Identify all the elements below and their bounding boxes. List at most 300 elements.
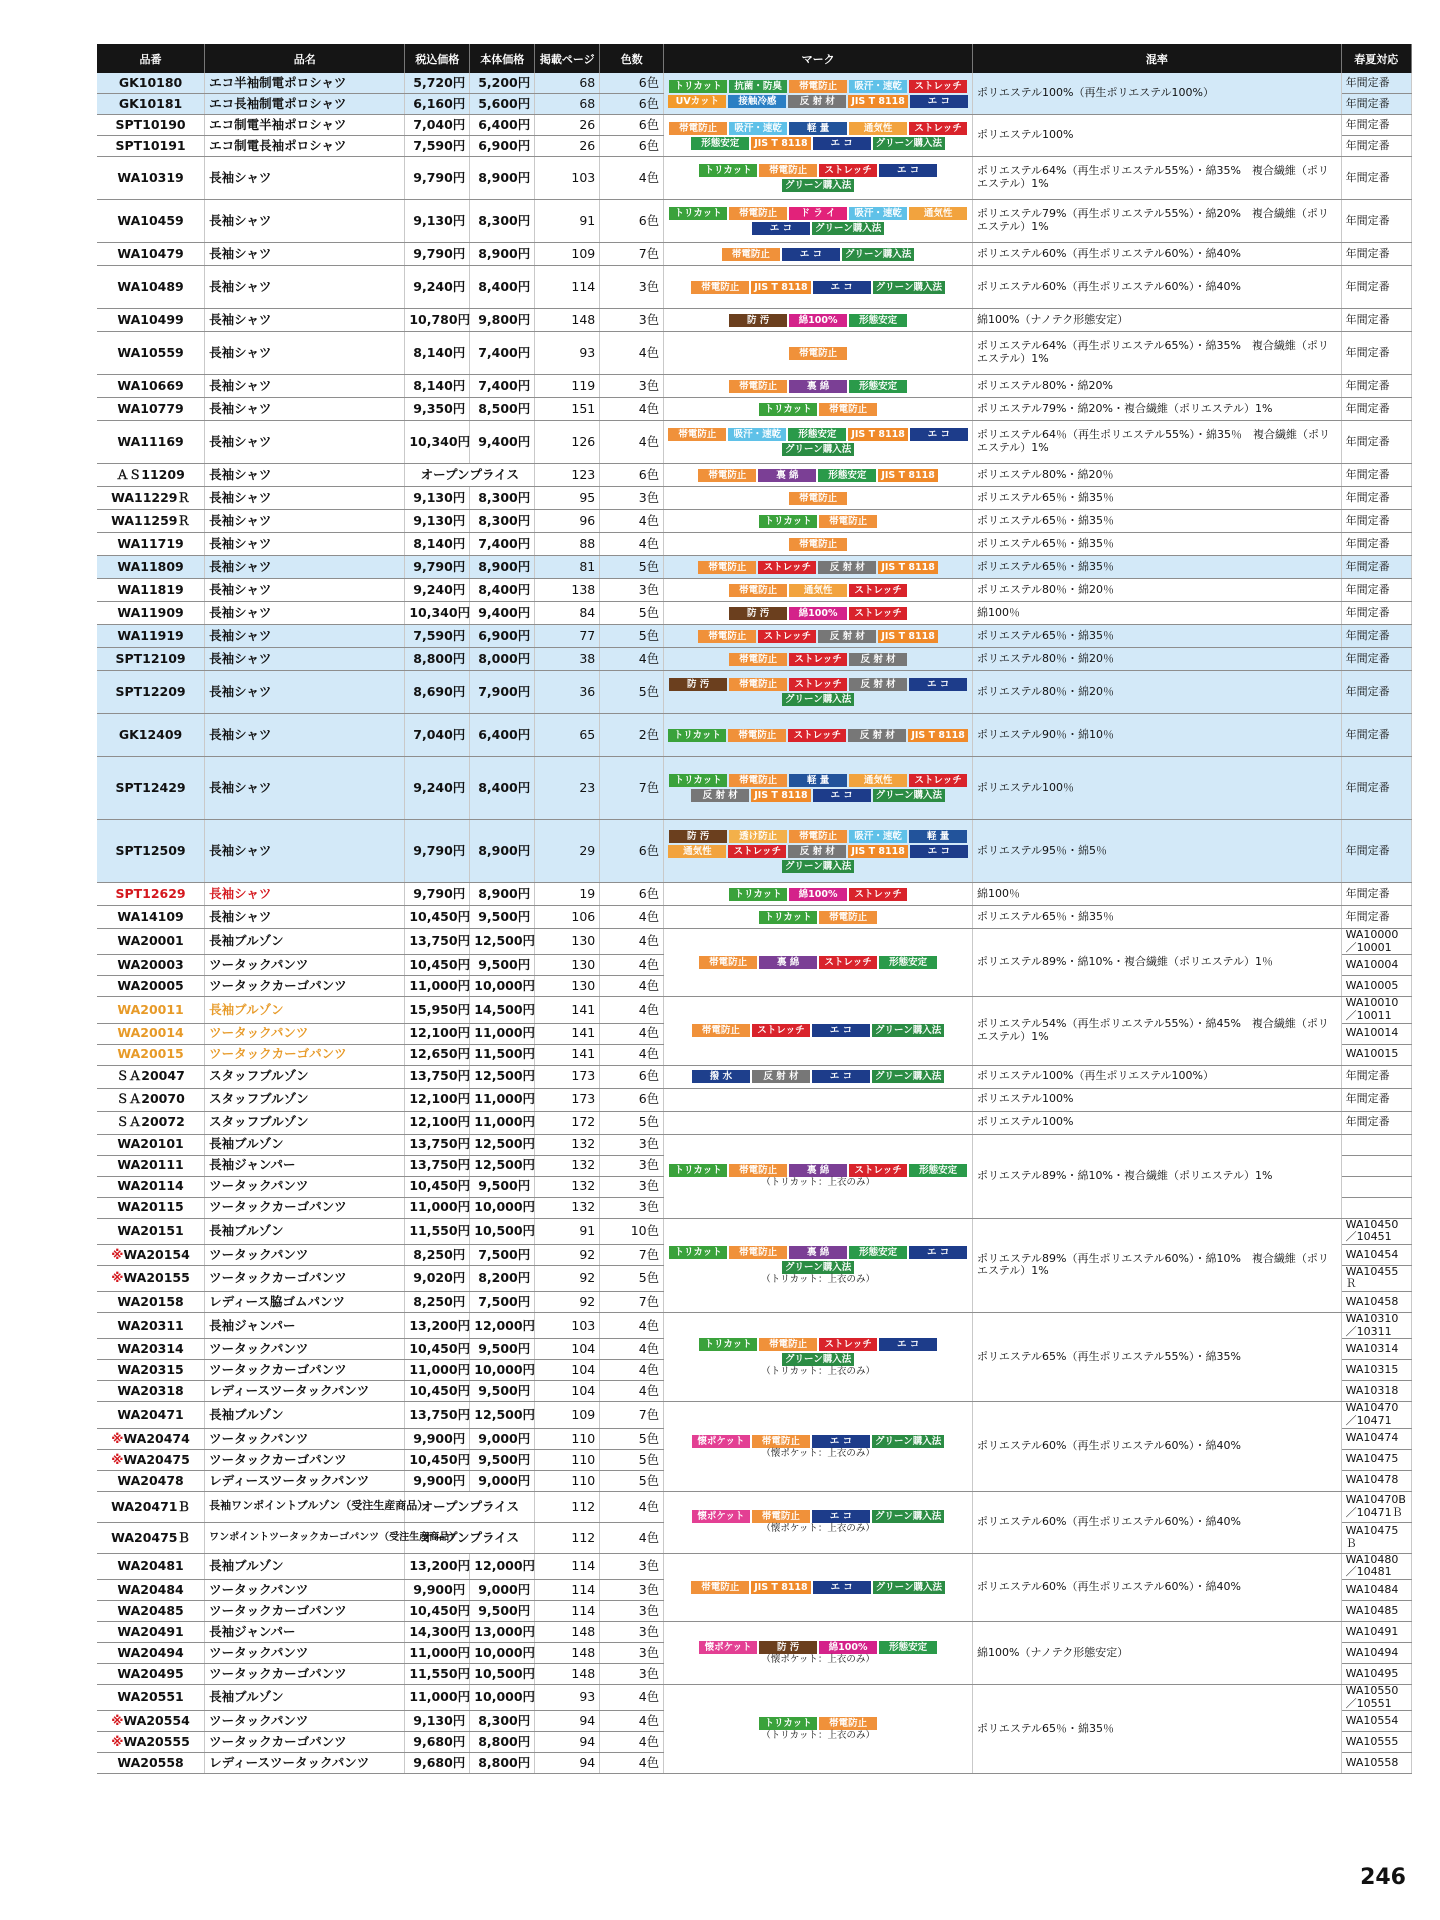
marks-cell — [664, 487, 973, 510]
product-name: ワンポイントツータックカーゴパンツ（受注生産商品） — [205, 1522, 405, 1553]
tax-price: 12,100円 — [405, 1111, 470, 1134]
base-price: 7,400円 — [470, 533, 535, 556]
product-name: 長袖ブルゾン — [205, 1218, 405, 1244]
season-support: 年間定番 — [1341, 375, 1411, 398]
table-row — [97, 1134, 1412, 1155]
color-count: 5色 — [600, 1449, 664, 1470]
material-mix: ポリエステル65％・綿35％ — [973, 625, 1342, 648]
product-code-text: WA10669 — [117, 377, 184, 393]
material-mix: ポリエステル89%（再生ポリエステル60%）・綿10% 複合繊維（ポリエステル）1% — [973, 1218, 1342, 1313]
mark-badge: ストレッチ — [788, 729, 846, 742]
product-code-text: WA20481 — [117, 1558, 184, 1574]
season-support: 年間定番 — [1341, 200, 1411, 243]
color-count: 4色 — [600, 1339, 664, 1360]
product-name: ツータックパンツ — [205, 1176, 405, 1197]
season-support: WA10558 — [1341, 1753, 1411, 1774]
mark-badge: 反 射 材 — [788, 95, 846, 108]
product-name: 長袖シャツ — [205, 243, 405, 266]
product-code — [97, 487, 205, 510]
material-mix: ポリエステル60%（再生ポリエステル60%）・綿40% — [973, 243, 1342, 266]
asterisk-mark: ※ — [111, 1451, 124, 1467]
marks-cell — [664, 1684, 973, 1773]
product-name: 長袖シャツ — [205, 332, 405, 375]
season-support: WA10005 — [1341, 976, 1411, 997]
mark-badge: ストレッチ — [789, 678, 847, 691]
mark-badge: エ コ — [812, 1510, 870, 1523]
season-support: WA10015 — [1341, 1044, 1411, 1065]
season-support: WA10495 — [1341, 1663, 1411, 1684]
marks-cell — [664, 1218, 973, 1313]
mark-badge: 帯電防止 — [728, 729, 786, 742]
table-row — [97, 533, 1412, 556]
product-name: 長袖シャツ — [205, 648, 405, 671]
color-count: 6色 — [600, 73, 664, 94]
tax-price: 12,100円 — [405, 1088, 470, 1111]
base-price: 8,400円 — [470, 579, 535, 602]
base-price: 9,000円 — [470, 1428, 535, 1449]
product-name: レディース脇ゴムパンツ — [205, 1292, 405, 1313]
color-count: 4色 — [600, 976, 664, 997]
color-count: 3色 — [600, 375, 664, 398]
base-price: 8,400円 — [470, 757, 535, 820]
table-row — [97, 648, 1412, 671]
product-code-text: WA11819 — [117, 581, 184, 597]
color-count: 3色 — [600, 1155, 664, 1176]
mark-note: （懐ポケット：上衣のみ） — [761, 1523, 875, 1535]
product-code — [97, 73, 205, 94]
catalog-page: 104 — [535, 1381, 600, 1402]
page-number: 246 — [1360, 1865, 1406, 1890]
mark-badge: 接触冷感 — [728, 95, 786, 108]
base-price: 8,200円 — [470, 1265, 535, 1291]
catalog-page: 173 — [535, 1088, 600, 1111]
product-code — [97, 332, 205, 375]
header-page: 掲載ページ — [535, 44, 600, 73]
base-price: 7,900円 — [470, 671, 535, 714]
product-name: 長袖シャツ — [205, 266, 405, 309]
product-name: ツータックパンツ — [205, 1579, 405, 1600]
season-support: 年間定番 — [1341, 714, 1411, 757]
color-count: 4色 — [600, 1753, 664, 1774]
product-code-text: WA20484 — [117, 1581, 184, 1597]
tax-price: 10,450円 — [405, 1600, 470, 1621]
marks-cell — [664, 1088, 973, 1111]
tax-price: 7,040円 — [405, 115, 470, 136]
catalog-page: 93 — [535, 1684, 600, 1710]
table-row — [97, 1088, 1412, 1111]
mark-badge: 防 汚 — [729, 314, 787, 327]
product-name: 長袖シャツ — [205, 602, 405, 625]
mark-badge: 帯電防止 — [819, 515, 877, 528]
marks-cell — [664, 375, 973, 398]
product-code-text: WA20155 — [123, 1270, 190, 1286]
color-count: 3色 — [600, 1197, 664, 1218]
tax-price: 10,450円 — [405, 1339, 470, 1360]
product-code — [97, 157, 205, 200]
product-code-text: WA11919 — [117, 627, 184, 643]
base-price: 9,500円 — [470, 1339, 535, 1360]
catalog-page: 68 — [535, 94, 600, 115]
marks-cell — [664, 398, 973, 421]
catalog-page: 92 — [535, 1244, 600, 1265]
base-price: 5,200円 — [470, 73, 535, 94]
material-mix: ポリエステル100% — [973, 1111, 1342, 1134]
product-name: 長袖ジャンパー — [205, 1313, 405, 1339]
season-support: WA10014 — [1341, 1023, 1411, 1044]
mark-badge: 帯電防止 — [752, 1510, 810, 1523]
mark-badge: トリカット — [759, 515, 817, 528]
header-name: 品名 — [205, 44, 405, 73]
product-code — [97, 1111, 205, 1134]
season-support: 年間定番 — [1341, 309, 1411, 332]
marks-cell — [664, 266, 973, 309]
catalog-page: 148 — [535, 1663, 600, 1684]
mark-badge: エ コ — [909, 678, 967, 691]
base-price: 9,500円 — [470, 1176, 535, 1197]
tax-price: 9,790円 — [405, 157, 470, 200]
product-code-text: WA20318 — [117, 1383, 184, 1399]
base-price: 8,900円 — [470, 157, 535, 200]
product-code — [97, 115, 205, 136]
base-price: 8,300円 — [470, 200, 535, 243]
mark-badge: ストレッチ — [752, 1024, 810, 1037]
mark-badge: グリーン購入法 — [872, 1070, 944, 1083]
season-support: WA10470B／10471Ｂ — [1341, 1491, 1411, 1522]
mark-badge: 懐ポケット — [692, 1435, 750, 1448]
mark-badge: 綿100% — [789, 314, 847, 327]
product-name: 長袖シャツ — [205, 906, 405, 929]
catalog-page: 88 — [535, 533, 600, 556]
table-row — [97, 1313, 1412, 1339]
mark-badge: トリカット — [669, 207, 727, 220]
base-price: 10,500円 — [470, 1663, 535, 1684]
marks-cell — [664, 1621, 973, 1684]
base-price: 8,900円 — [470, 243, 535, 266]
catalog-page: 141 — [535, 1044, 600, 1065]
season-support: WA10315 — [1341, 1360, 1411, 1381]
material-mix: ポリエステル64%（再生ポリエステル65%）・綿35% 複合繊維（ポリエステル）1% — [973, 332, 1342, 375]
marks-cell — [664, 556, 973, 579]
base-price: 10,500円 — [470, 1218, 535, 1244]
mark-badge: ストレッチ — [758, 630, 816, 643]
material-mix: ポリエステル64％（再生ポリエステル55%）・綿35％ 複合繊維（ポリエステル）1% — [973, 421, 1342, 464]
mark-note: （トリカット：上衣のみ） — [761, 1273, 875, 1285]
marks-cell — [664, 1402, 973, 1491]
base-price: 9,000円 — [470, 1470, 535, 1491]
base-price: 8,900円 — [470, 883, 535, 906]
mark-badge: 帯電防止 — [729, 1164, 787, 1177]
product-code-text: SPT12109 — [115, 650, 186, 666]
mark-note: （トリカット：上衣のみ） — [761, 1365, 875, 1377]
color-count: 6色 — [600, 94, 664, 115]
product-name: 長袖ブルゾン — [205, 1684, 405, 1710]
catalog-page: 92 — [535, 1265, 600, 1291]
mark-badge: エ コ — [782, 248, 840, 261]
tax-price: 13,750円 — [405, 929, 470, 955]
color-count: 10色 — [600, 1218, 664, 1244]
color-count: 3色 — [600, 487, 664, 510]
product-name: スタッフブルゾン — [205, 1111, 405, 1134]
tax-price: 6,160円 — [405, 94, 470, 115]
base-price: 10,000円 — [470, 1360, 535, 1381]
mark-badge: 通気性 — [849, 122, 907, 135]
header-marks: マーク — [664, 44, 973, 73]
open-price: オープンプライス — [405, 1491, 535, 1522]
tax-price: 11,000円 — [405, 1684, 470, 1710]
mark-badge: 形態安定 — [788, 428, 846, 441]
color-count: 4色 — [600, 955, 664, 976]
product-name: エコ制電長袖ポロシャツ — [205, 136, 405, 157]
color-count: 3色 — [600, 1579, 664, 1600]
catalog-page: 114 — [535, 1600, 600, 1621]
product-name: ツータックカーゴパンツ — [205, 1197, 405, 1218]
product-name: 長袖シャツ — [205, 757, 405, 820]
marks-cell — [664, 602, 973, 625]
catalog-page: 132 — [535, 1197, 600, 1218]
tax-price: 10,450円 — [405, 1381, 470, 1402]
mark-badge: 帯電防止 — [699, 956, 757, 969]
product-code-text: WA14109 — [117, 908, 184, 924]
mark-badge: ストレッチ — [909, 774, 967, 787]
season-support: WA10318 — [1341, 1381, 1411, 1402]
product-code-text: SPT12209 — [115, 683, 186, 699]
tax-price: 9,130円 — [405, 487, 470, 510]
product-name: ツータックカーゴパンツ — [205, 1044, 405, 1065]
product-name: 長袖シャツ — [205, 556, 405, 579]
product-code-text: WA20158 — [117, 1293, 184, 1309]
mark-badge: グリーン購入法 — [782, 1261, 854, 1274]
material-mix: ポリエステル100%（再生ポリエステル100%） — [973, 1065, 1342, 1088]
header-mix: 混率 — [973, 44, 1342, 73]
product-code — [97, 266, 205, 309]
base-price: 5,600円 — [470, 94, 535, 115]
product-code — [97, 1360, 205, 1381]
mark-badge: 裏 綿 — [789, 1164, 847, 1177]
product-code-text: WA20011 — [117, 1001, 184, 1017]
product-name: エコ半袖制電ポロシャツ — [205, 73, 405, 94]
product-name: 長袖ジャンパー — [205, 1155, 405, 1176]
product-name: 長袖シャツ — [205, 510, 405, 533]
mark-badge: エ コ — [909, 1246, 967, 1259]
product-name: 長袖シャツ — [205, 464, 405, 487]
catalog-page: 173 — [535, 1065, 600, 1088]
marks-cell — [664, 1065, 973, 1088]
material-mix: ポリエステル89%・綿10%・複合繊維（ポリエステル）1% — [973, 1134, 1342, 1218]
mark-badge: グリーン購入法 — [872, 1435, 944, 1448]
catalog-page: 123 — [535, 464, 600, 487]
product-name: 長袖シャツ — [205, 200, 405, 243]
product-name: 長袖シャツ — [205, 421, 405, 464]
base-price: 9,500円 — [470, 1600, 535, 1621]
product-code — [97, 1621, 205, 1642]
color-count: 3色 — [600, 579, 664, 602]
color-count: 4色 — [600, 398, 664, 421]
base-price: 11,000円 — [470, 1111, 535, 1134]
marks-cell — [664, 714, 973, 757]
mark-badge: JIS T 8118 — [908, 729, 967, 742]
tax-price: 8,140円 — [405, 375, 470, 398]
product-code-text: WA20003 — [117, 957, 184, 973]
table-row — [97, 1553, 1412, 1579]
tax-price: 8,250円 — [405, 1292, 470, 1313]
color-count: 6色 — [600, 200, 664, 243]
product-code — [97, 648, 205, 671]
product-code-text: WA20494 — [117, 1644, 184, 1660]
product-code-text: WA10499 — [117, 311, 184, 327]
color-count: 2色 — [600, 714, 664, 757]
color-count: 4色 — [600, 1711, 664, 1732]
season-support: WA10480／10481 — [1341, 1553, 1411, 1579]
season-support: 年間定番 — [1341, 421, 1411, 464]
mark-badge: トリカット — [759, 403, 817, 416]
tax-price: 13,200円 — [405, 1553, 470, 1579]
asterisk-mark: ※ — [111, 1713, 124, 1729]
product-name: 長袖シャツ — [205, 157, 405, 200]
product-code-text: SPT10190 — [115, 116, 186, 132]
color-count: 4色 — [600, 157, 664, 200]
product-name: 長袖シャツ — [205, 714, 405, 757]
marks-cell — [664, 533, 973, 556]
color-count: 4色 — [600, 533, 664, 556]
base-price: 10,000円 — [470, 1197, 535, 1218]
mark-badge: ストレッチ — [728, 845, 786, 858]
material-mix: ポリエステル54%（再生ポリエステル55%）・綿45% 複合繊維（ポリエステル）1% — [973, 997, 1342, 1065]
base-price: 6,900円 — [470, 625, 535, 648]
catalog-page: 114 — [535, 1579, 600, 1600]
mark-badge: 反 射 材 — [818, 561, 876, 574]
catalog-page: 84 — [535, 602, 600, 625]
mark-badge: エ コ — [910, 428, 968, 441]
catalog-page: 112 — [535, 1491, 600, 1522]
product-code-text: WA20114 — [117, 1178, 184, 1194]
mark-badge: 撥 水 — [692, 1070, 750, 1083]
product-code-text: WA10479 — [117, 245, 184, 261]
product-code-text: WA20491 — [117, 1623, 184, 1639]
table-row — [97, 1621, 1412, 1642]
base-price: 11,000円 — [470, 1088, 535, 1111]
product-code — [97, 464, 205, 487]
product-code-text: WA20471 — [117, 1406, 184, 1422]
mark-badge: 帯電防止 — [789, 830, 847, 843]
tax-price: 9,020円 — [405, 1265, 470, 1291]
mark-badge: 反 射 材 — [752, 1070, 810, 1083]
season-support: WA10458 — [1341, 1292, 1411, 1313]
tax-price: 9,900円 — [405, 1428, 470, 1449]
mark-badge: ド ラ イ — [789, 207, 847, 220]
season-support: 年間定番 — [1341, 1088, 1411, 1111]
product-name: ツータックパンツ — [205, 1023, 405, 1044]
mark-badge: グリーン購入法 — [782, 1353, 854, 1366]
mark-badge: 防 汚 — [759, 1641, 817, 1654]
base-price: 9,400円 — [470, 421, 535, 464]
material-mix: ポリエステル65％・綿35％ — [973, 1684, 1342, 1773]
asterisk-mark: ※ — [111, 1430, 124, 1446]
mark-badge: 帯電防止 — [729, 380, 787, 393]
catalog-page: 26 — [535, 136, 600, 157]
material-mix: ポリエステル80％・綿20％ — [973, 648, 1342, 671]
product-code-text: WA11169 — [117, 433, 184, 449]
mark-badge: トリカット — [699, 164, 757, 177]
product-code-text: WA20558 — [117, 1755, 184, 1771]
product-code-text: WA20554 — [123, 1713, 190, 1729]
color-count: 5色 — [600, 602, 664, 625]
season-support: WA10310／10311 — [1341, 1313, 1411, 1339]
tax-price: 9,790円 — [405, 556, 470, 579]
material-mix: ポリエステル60%（再生ポリエステル60%）・綿40% — [973, 1553, 1342, 1621]
material-mix: ポリエステル90％・綿10％ — [973, 714, 1342, 757]
product-code — [97, 136, 205, 157]
mark-badge: 帯電防止 — [729, 774, 787, 787]
season-support: 年間定番 — [1341, 94, 1411, 115]
product-code — [97, 510, 205, 533]
season-support: 年間定番 — [1341, 533, 1411, 556]
mark-badge: UVカット — [668, 95, 726, 108]
mark-badge: グリーン購入法 — [782, 860, 854, 873]
base-price: 12,500円 — [470, 929, 535, 955]
color-count: 4色 — [600, 1360, 664, 1381]
color-count: 4色 — [600, 648, 664, 671]
color-count: 4色 — [600, 997, 664, 1023]
product-code-text: WA20474 — [123, 1430, 190, 1446]
mark-badge: グリーン購入法 — [873, 789, 945, 802]
mark-badge: 帯電防止 — [698, 630, 756, 643]
marks-cell — [664, 1491, 973, 1553]
material-mix: ポリエステル79%・綿20%・複合繊維（ポリエステル）1% — [973, 398, 1342, 421]
color-count: 3色 — [600, 266, 664, 309]
tax-price: 8,140円 — [405, 533, 470, 556]
tax-price: 5,720円 — [405, 73, 470, 94]
product-code — [97, 533, 205, 556]
product-code-text: WA20001 — [117, 933, 184, 949]
material-mix: ポリエステル60%（再生ポリエステル60%）・綿40% — [973, 1491, 1342, 1553]
catalog-page: 96 — [535, 510, 600, 533]
marks-cell — [664, 883, 973, 906]
product-code — [97, 1553, 205, 1579]
catalog-page: 141 — [535, 997, 600, 1023]
catalog-page: 109 — [535, 1402, 600, 1428]
product-code — [97, 1642, 205, 1663]
catalog-page: 94 — [535, 1711, 600, 1732]
header-tax-price: 税込価格 — [405, 44, 470, 73]
material-mix: ポリエステル60%（再生ポリエステル60%）・綿40% — [973, 1402, 1342, 1491]
catalog-page: 36 — [535, 671, 600, 714]
season-support: WA10485 — [1341, 1600, 1411, 1621]
catalog-page: 29 — [535, 820, 600, 883]
catalog-page: 148 — [535, 1621, 600, 1642]
product-code — [97, 375, 205, 398]
base-price: 9,500円 — [470, 1381, 535, 1402]
season-support: WA10475 — [1341, 1449, 1411, 1470]
marks-cell — [664, 1134, 973, 1218]
product-code — [97, 883, 205, 906]
catalog-page: 110 — [535, 1428, 600, 1449]
tax-price: 11,550円 — [405, 1218, 470, 1244]
marks-cell — [664, 929, 973, 997]
mark-badge: 帯電防止 — [789, 80, 847, 93]
base-price: 11,500円 — [470, 1044, 535, 1065]
season-support: 年間定番 — [1341, 579, 1411, 602]
product-code — [97, 421, 205, 464]
mark-badge: 帯電防止 — [819, 911, 877, 924]
mark-badge: 帯電防止 — [819, 403, 877, 416]
table-row — [97, 332, 1412, 375]
mark-badge: 通気性 — [849, 774, 907, 787]
material-mix: ポリエステル65%（再生ポリエステル55%）・綿35% — [973, 1313, 1342, 1402]
product-code-text: WA20485 — [117, 1602, 184, 1618]
tax-price: 14,300円 — [405, 1621, 470, 1642]
season-support: 年間定番 — [1341, 648, 1411, 671]
tax-price: 13,750円 — [405, 1134, 470, 1155]
